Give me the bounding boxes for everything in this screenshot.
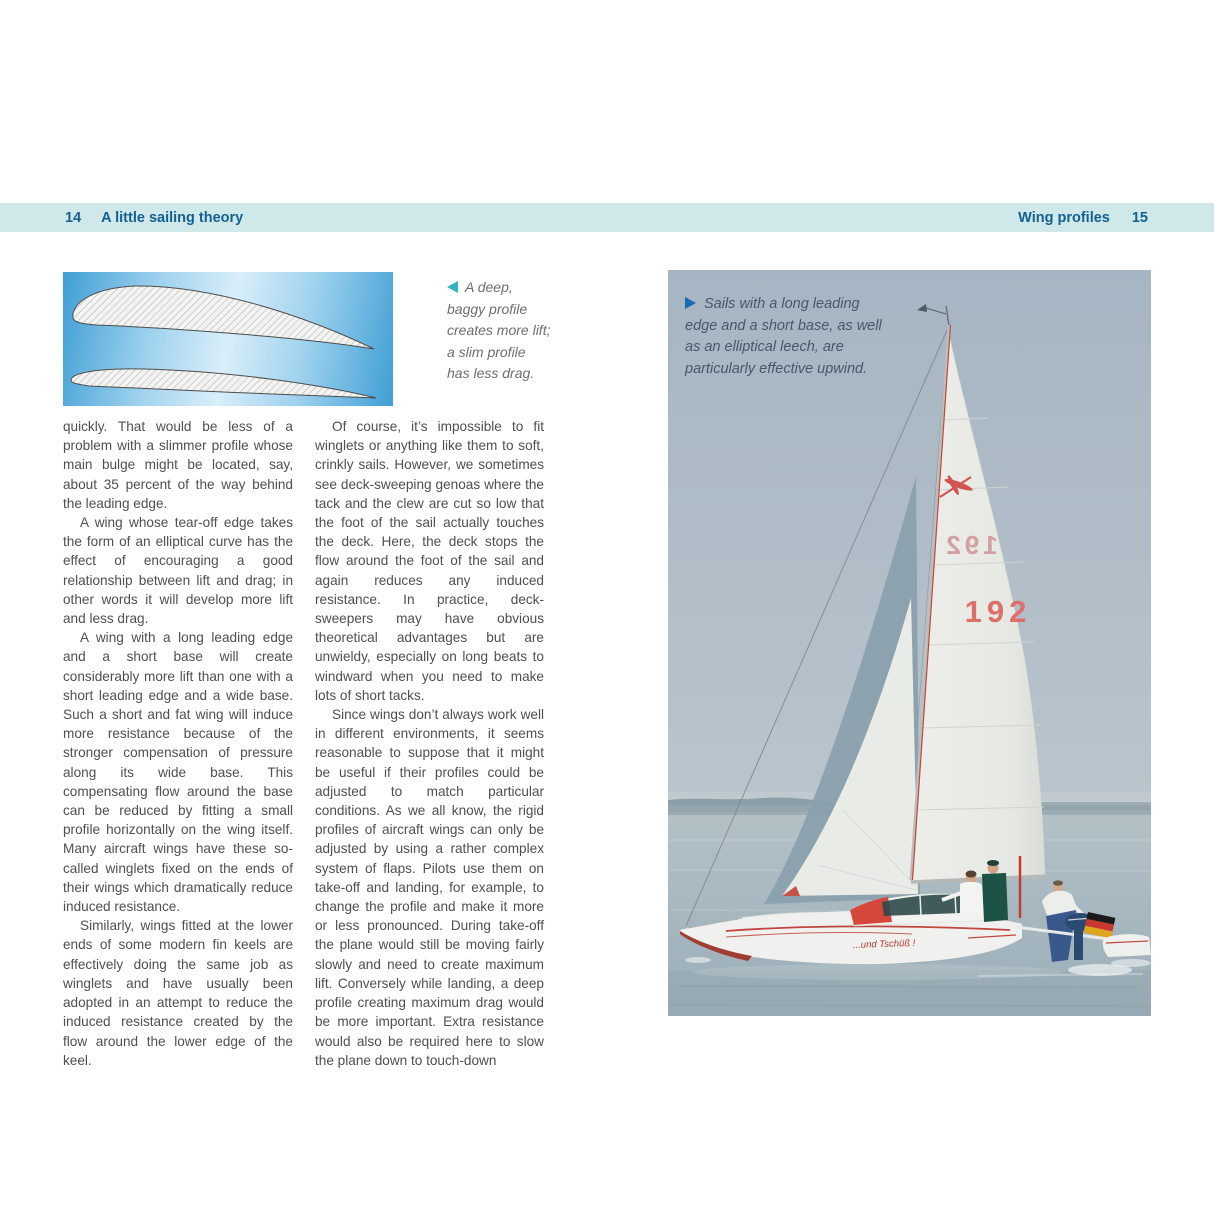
- right-section-title: Wing profiles: [1018, 209, 1110, 226]
- svg-text:192: 192: [942, 530, 998, 560]
- sailboat-photo-svg: [668, 270, 1151, 1016]
- sail-number: 192: [964, 594, 1032, 629]
- photo-caption-line: as an elliptical leech, are: [685, 339, 844, 355]
- text-column-left: [63, 417, 293, 1070]
- text-column-right: [315, 417, 544, 1070]
- photo-caption-line: Sails with a long leading: [704, 296, 860, 312]
- water-ripple: [678, 986, 1138, 987]
- paragraph: A wing whose tear-off edge takes the form of an elliptical curve has the effect of encouraging a good relationship between lift and drag; in other words it will develop more lift and less drag.: [63, 515, 293, 627]
- figure-caption-line: has less drag.: [447, 365, 535, 381]
- paragraph: Since wings don’t always work well in different environments, it seems reasonable to suppose that it might be useful if their profiles could be adjusted to match particular conditions. As we all know, the rigid profiles of aircraft wings can only be adjusted by using a rather complex system of flaps. Pilots use them on take-off and landing, for example, to change the profile and make it more or less pronounced. During take-off the plane would still be moving fairly slowly and need to create maximum lift. Conversely while landing, a deep profile creating maximum drag would be more important. Extra resistance would also be required here to slow the plane down to touch-down: [315, 707, 544, 1068]
- photo-caption-line: edge and a short base, as well: [685, 317, 882, 334]
- figure-caption-line: a slim profile: [447, 343, 526, 360]
- photo-caption-line: particularly effective upwind.: [685, 360, 868, 377]
- bow-foam: [685, 957, 711, 963]
- figure-caption-line: baggy profile: [447, 300, 528, 317]
- wake-foam: [1111, 959, 1151, 967]
- water-ripple: [668, 1005, 1151, 1006]
- photo-caption: [685, 294, 915, 380]
- left-page-number: 14: [65, 209, 82, 226]
- header-left: [0, 210, 243, 226]
- caption-arrow-left-icon: [447, 281, 458, 293]
- airfoil-diagram: [63, 272, 393, 406]
- hull-script: ...und Tschüß !: [852, 937, 916, 951]
- starboard-float: [1103, 934, 1151, 957]
- sail-number-mirrored: [942, 530, 997, 560]
- caption-arrow-right-icon: [685, 297, 696, 309]
- hull-reflection: [693, 964, 1063, 980]
- paragraph: Of course, it’s impossible to fit winglets or anything like them to soft, crinkly sails. However, we sometimes see deck-sweeping genoas where the tack and the clew are cut so low that the foot of the sail actually touches the deck. Here, the deck stops the flow around the foot of the sail and again reduces any induced resistance. In practice, deck-sweepers may have obvious theoretical advantages but are unwieldy, especially on long beats to windward when you need to make lots of short tacks.: [315, 419, 544, 703]
- deep-airfoil-shape: [73, 286, 374, 349]
- left-chapter-title: A little sailing theory: [101, 209, 244, 226]
- window-mullion: [920, 896, 921, 915]
- paragraph: quickly. That would be less of a problem with a slimmer profile whose main bulge might be located, say, about 35 percent of the way behind the leading edge.: [63, 419, 293, 511]
- figure-caption-line: creates more lift;: [447, 322, 551, 338]
- header-right: [1018, 210, 1214, 226]
- slim-airfoil-shape: [71, 369, 376, 398]
- right-page-number: 15: [1131, 209, 1148, 226]
- paragraph: Similarly, wings fitted at the lower ends of some modern fin keels are effectively doing the same job as winglets and have usually been adopted in an attempt to reduce the induced resistance created by the flow around the lower edge of the keel.: [63, 918, 293, 1068]
- airfoil-svg: [63, 272, 393, 406]
- sailboat-photo: [668, 270, 1151, 1016]
- header-bar: [0, 203, 1214, 232]
- figure-caption-line: A deep,: [465, 279, 513, 295]
- paragraph: A wing with a long leading edge and a short base will create considerably more lift than one with a short leading edge and a wide base. Such a short and fat wing will induce more resistance because of the stronger compensation of pressure along its wide base. This compensating flow around the base can be reduced by fitting a small profile horizontally on the wing itself. Many aircraft wings have these so-called winglets fixed on the ends of their wings which dramatically reduce induced resistance.: [63, 630, 293, 915]
- figure-caption: [447, 277, 567, 385]
